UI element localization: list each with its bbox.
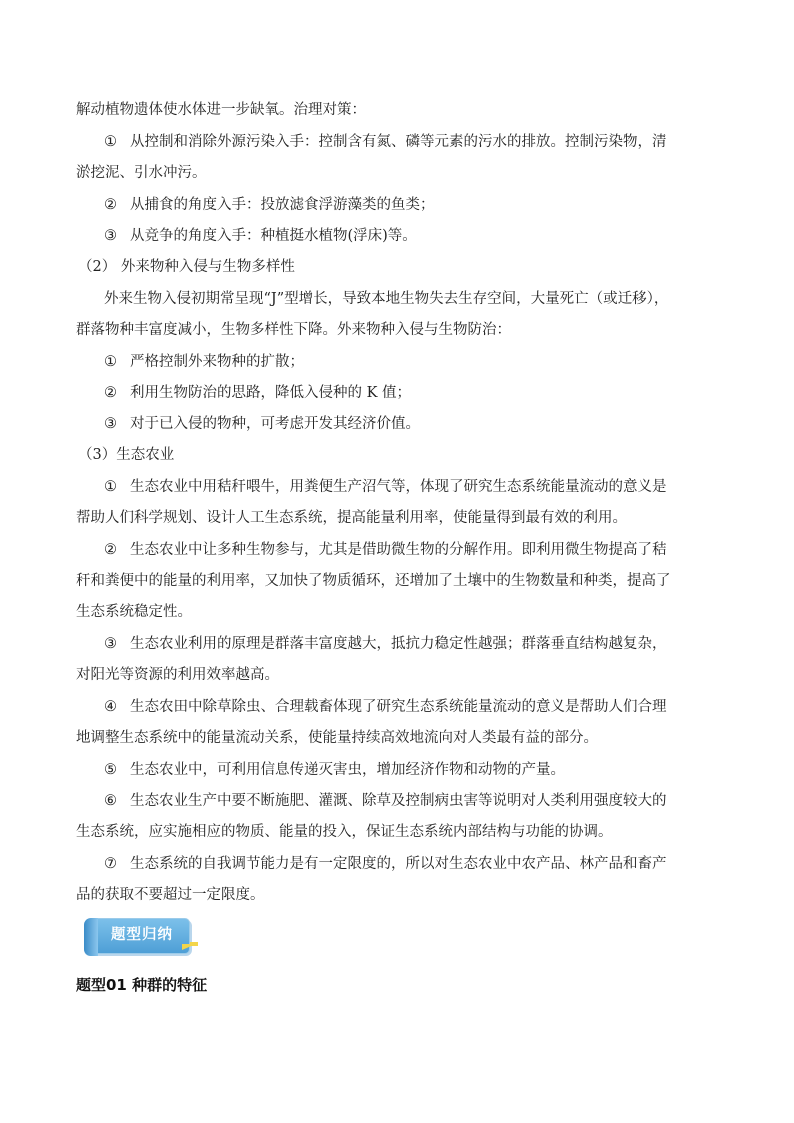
list-item: ④ 生态农田中除草除虫、合理载畜体现了研究生态系统能量流动的意义是帮助人们合理: [104, 699, 667, 715]
item-number: ③: [104, 636, 117, 652]
paragraph-line: 秆和粪便中的能量的利用率，又加快了物质循环，还增加了土壤中的生物数量和种类，提高了: [76, 573, 671, 589]
section-title: 题型01 种群的特征: [76, 976, 208, 994]
paragraph-line: 外来生物入侵初期常呈现“J”型增长，导致本地生物失去生存空间，大量死亡（或迁移），: [104, 291, 669, 307]
badge-label: 题型归纳: [111, 927, 173, 943]
item-number: ②: [104, 197, 117, 213]
paragraph-line: 淤挖泥、引水冲污。: [76, 165, 207, 181]
subsection-heading: （2） 外来物种入侵与生物多样性: [78, 259, 295, 275]
item-number: ①: [104, 134, 117, 150]
list-item: ① 从控制和消除外源污染入手：控制含有氮、磷等元素的污水的排放。控制污染物，清: [104, 134, 667, 150]
badge-scroll-curl: [84, 918, 98, 956]
paragraph-line: 生态系统，应实施相应的物质、能量的投入，保证生态系统内部结构与功能的协调。: [76, 824, 613, 840]
list-item: ③ 从竞争的角度入手：种植挺水植物(浮床)等。: [104, 228, 417, 244]
item-number: ⑥: [104, 793, 117, 809]
list-item: ③ 生态农业利用的原理是群落丰富度越大，抵抗力稳定性越强；群落垂直结构越复杂，: [104, 636, 667, 652]
list-item: ② 利用生物防治的思路，降低入侵种的 K 值；: [104, 385, 412, 401]
paragraph-line: 群落物种丰富度减小，生物多样性下降。外来物种入侵与生物防治：: [76, 322, 511, 338]
list-item: ⑤ 生态农业中，可利用信息传递灭害虫，增加经济作物和动物的产量。: [104, 762, 565, 778]
item-number: ①: [104, 479, 117, 495]
list-item: ② 从捕食的角度入手：投放滤食浮游藻类的鱼类；: [104, 197, 435, 213]
list-item: ① 生态农业中用秸秆喂牛，用粪便生产沼气等，体现了研究生态系统能量流动的意义是: [104, 479, 667, 495]
list-item: ⑥ 生态农业生产中要不断施肥、灌溉、除草及控制病虫害等说明对人类利用强度较大的: [104, 793, 667, 809]
item-number: ③: [104, 228, 117, 244]
list-item: ③ 对于已入侵的物种，可考虑开发其经济价值。: [104, 416, 420, 432]
list-item: ② 生态农业中让多种生物参与，尤其是借助微生物的分解作用。即利用微生物提高了秸: [104, 542, 667, 558]
paragraph-line: 解动植物遗体使水体进一步缺氧。治理对策：: [76, 102, 366, 118]
paragraph-line: 生态系统稳定性。: [76, 604, 192, 620]
item-number: ①: [104, 354, 117, 370]
list-item: ① 严格控制外来物种的扩散；: [104, 354, 304, 370]
item-number: ②: [104, 385, 117, 401]
section-badge: [84, 918, 196, 958]
subsection-heading: （3）生态农业: [78, 447, 175, 463]
item-number: ⑦: [104, 856, 117, 872]
paragraph-line: 地调整生态系统中的能量流动关系，使能量持续高效地流向对人类最有益的部分。: [76, 730, 598, 746]
paragraph-line: 对阳光等资源的利用效率越高。: [76, 667, 279, 683]
badge-ribbon-tail: [182, 944, 196, 950]
item-number: ⑤: [104, 762, 117, 778]
item-number: ③: [104, 416, 117, 432]
paragraph-line: 品的获取不要超过一定限度。: [76, 887, 265, 903]
item-number: ④: [104, 699, 117, 715]
paragraph-line: 帮助人们科学规划、设计人工生态系统，提高能量利用率，使能量得到最有效的利用。: [76, 510, 627, 526]
list-item: ⑦ 生态系统的自我调节能力是有一定限度的，所以对生态农业中农产品、林产品和畜产: [104, 856, 667, 872]
item-number: ②: [104, 542, 117, 558]
